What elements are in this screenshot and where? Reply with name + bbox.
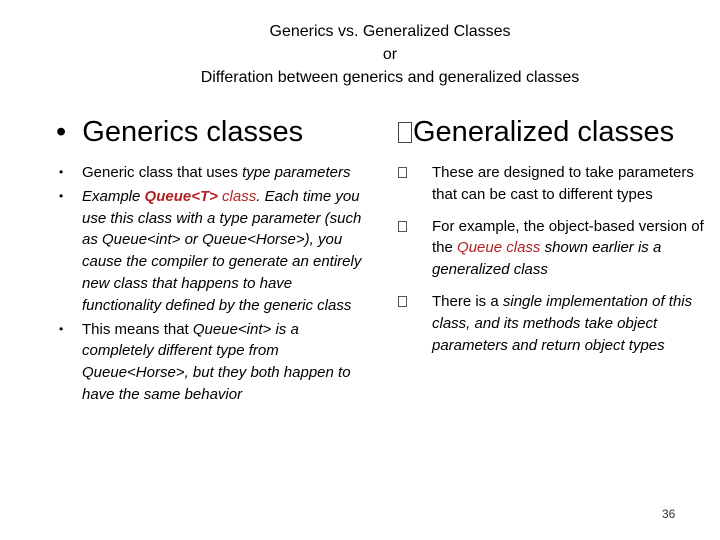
- bullet-text-italic: type parameters: [242, 164, 351, 181]
- bullet-text: This means that: [82, 320, 193, 338]
- missing-glyph-box-icon: [398, 122, 412, 143]
- box-bullet-icon: [398, 221, 407, 232]
- bullet-text: Generic class that uses: [82, 164, 243, 181]
- bullet-text: There is a: [432, 292, 503, 310]
- list-item: [56, 319, 366, 406]
- bullet-text-italic: Example: [82, 187, 145, 205]
- right-column-bullets: [392, 162, 720, 366]
- left-column-bullets: [56, 162, 366, 408]
- bullet-text-italic: single implementation: [502, 292, 648, 310]
- right-column-heading: [398, 116, 674, 149]
- left-column-heading: [56, 116, 303, 149]
- code-highlight: class: [217, 187, 257, 205]
- bullet-text-italic: shown earlier is a generalized class: [432, 239, 662, 279]
- page-number: 36: [662, 507, 676, 521]
- bullet-text: For example, the object-based version of the: [432, 217, 704, 257]
- code-highlight: Queue<T>: [144, 187, 218, 205]
- bullet-text: These are designed to take parameters that can be cast to different types: [432, 164, 694, 203]
- title-line-1: Generics vs. Generalized Classes: [269, 23, 511, 40]
- left-heading-text: Generics classes: [82, 116, 304, 148]
- bullet-dot-icon: •: [56, 116, 67, 148]
- bullet-text-italic: . Each time you use this class with a type parameter (such as Queue<int> or Queue<Horse>), you cause the compiler to generate an entirely new class that happens to have functionality defined by the generic class: [82, 187, 362, 314]
- bullet-text-italic: Queue<int> is a completely different type from Queue<Horse>, but they both happen to have the same behavior: [82, 320, 351, 403]
- box-bullet-icon: [398, 167, 407, 178]
- list-item: [392, 162, 720, 206]
- slide-title: [0, 20, 720, 89]
- right-heading-text: Generalized classes: [413, 116, 675, 148]
- title-line-2: or: [382, 46, 398, 63]
- list-item: [392, 291, 720, 356]
- bullet-dot-icon: •: [59, 165, 64, 179]
- title-line-3: Differation between generics and generalized classes: [200, 69, 580, 86]
- box-bullet-icon: [398, 296, 407, 307]
- bullet-dot-icon: •: [59, 188, 64, 203]
- list-item: [56, 186, 366, 317]
- list-item: [392, 216, 720, 281]
- list-item: [56, 162, 366, 184]
- bullet-text-italic: of this class, and its methods take object parameters and return object types: [432, 292, 693, 354]
- code-highlight: Queue class: [457, 239, 541, 257]
- bullet-dot-icon: •: [59, 321, 64, 336]
